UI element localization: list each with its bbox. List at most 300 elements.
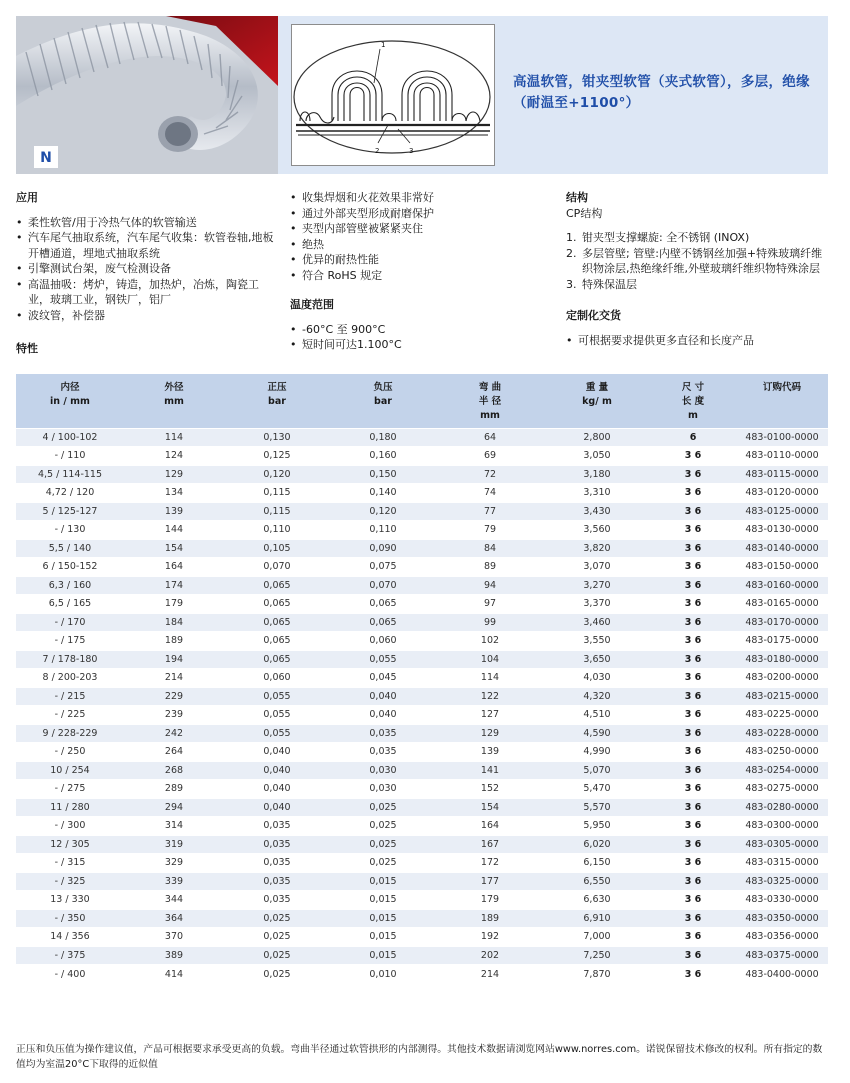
column-header: 负压 bar <box>330 374 436 428</box>
table-cell: 0,015 <box>330 872 436 891</box>
table-cell: - / 325 <box>16 872 124 891</box>
table-cell: 3 6 <box>650 780 736 799</box>
table-row <box>16 891 828 910</box>
table-cell: 3,310 <box>544 484 650 503</box>
list-item: • 汽车尾气抽取系统，汽车尾气收集：软管卷轴,地板开槽通道，埋地式抽取系统 <box>16 230 274 261</box>
table-cell: 3 6 <box>650 724 736 743</box>
table-cell: 167 <box>436 835 544 854</box>
table-cell: 3,430 <box>544 502 650 521</box>
table-cell: 483-0305-0000 <box>736 835 828 854</box>
table-cell: 0,040 <box>330 706 436 725</box>
table-cell: 0,035 <box>224 854 330 873</box>
item-text: 多层管壁; 管壁:内壁不锈钢丝加强+特殊玻璃纤维织物涂层,热绝缘纤维,外壁玻璃纤维织物特殊涂层 <box>582 246 823 275</box>
table-cell: 189 <box>436 909 544 928</box>
table-cell: 4,510 <box>544 706 650 725</box>
column-header: 重 量 kg/ m <box>544 374 650 428</box>
table-cell: 174 <box>124 576 224 595</box>
table-cell: 0,090 <box>330 539 436 558</box>
table-cell: 14 / 356 <box>16 928 124 947</box>
table-cell: 389 <box>124 946 224 965</box>
table-row <box>16 724 828 743</box>
table-row <box>16 946 828 965</box>
table-cell: 114 <box>436 669 544 688</box>
table-row <box>16 669 828 688</box>
table-cell: 0,065 <box>224 650 330 669</box>
list-item: • -60°C 至 900°C <box>290 322 545 338</box>
table-cell: 483-0330-0000 <box>736 891 828 910</box>
table-cell: 0,055 <box>224 706 330 725</box>
table-cell: 4,590 <box>544 724 650 743</box>
table-cell: 127 <box>436 706 544 725</box>
table-cell: 483-0325-0000 <box>736 872 828 891</box>
table-cell: 0,105 <box>224 539 330 558</box>
table-row <box>16 595 828 614</box>
footnote: 正压和负压值为操作建议值，产品可根据要求承受更高的负载。弯曲半径通过软管拱形的内部测得。其他技术数据请浏览网站www.norres.com。诺锐保留技术修改的权利。所有指定的数值均为室温20°C下取得的近似值 <box>16 1044 823 1070</box>
table-row <box>16 928 828 947</box>
table-cell: 72 <box>436 465 544 484</box>
table-cell: 0,015 <box>330 928 436 947</box>
table-cell: 483-0250-0000 <box>736 743 828 762</box>
table-cell: 0,115 <box>224 502 330 521</box>
item-number: 1. <box>566 231 577 244</box>
table-cell: 483-0120-0000 <box>736 484 828 503</box>
table-row <box>16 909 828 928</box>
table-cell: - / 170 <box>16 613 124 632</box>
column-middle <box>290 190 545 353</box>
table-cell: 483-0275-0000 <box>736 780 828 799</box>
table-cell: 364 <box>124 909 224 928</box>
column-header: 尺 寸 长 度 m <box>650 374 736 428</box>
table-cell: 483-0150-0000 <box>736 558 828 577</box>
table-cell: 0,040 <box>330 687 436 706</box>
table-cell: 483-0280-0000 <box>736 798 828 817</box>
table-cell: 0,035 <box>330 724 436 743</box>
table-cell: - / 175 <box>16 632 124 651</box>
table-cell: 483-0200-0000 <box>736 669 828 688</box>
table-row <box>16 761 828 780</box>
table-cell: 5,570 <box>544 798 650 817</box>
table-cell: 0,060 <box>330 632 436 651</box>
table-row <box>16 613 828 632</box>
table-cell: 483-0375-0000 <box>736 946 828 965</box>
table-cell: 3,560 <box>544 521 650 540</box>
table-cell: 6,630 <box>544 891 650 910</box>
table-row <box>16 965 828 984</box>
table-cell: - / 110 <box>16 447 124 466</box>
table-cell: 5 / 125-127 <box>16 502 124 521</box>
table-cell: 0,150 <box>330 465 436 484</box>
table-cell: - / 275 <box>16 780 124 799</box>
table-cell: 0,015 <box>330 909 436 928</box>
svg-text:N: N <box>40 150 52 166</box>
table-cell: - / 375 <box>16 946 124 965</box>
table-cell: 0,065 <box>224 576 330 595</box>
table-cell: 0,015 <box>330 891 436 910</box>
list-item: • 夹型内部管壁被紧紧夹住 <box>290 221 545 237</box>
table-row <box>16 465 828 484</box>
table-cell: 6,910 <box>544 909 650 928</box>
table-cell: 3 6 <box>650 946 736 965</box>
diagram-label-2: 2 <box>375 147 380 155</box>
table-row <box>16 576 828 595</box>
temperature-heading: 温度范围 <box>290 298 334 311</box>
column-header: 内径 in / mm <box>16 374 124 428</box>
table-cell: 0,160 <box>330 447 436 466</box>
table-cell: - / 315 <box>16 854 124 873</box>
table-cell: 483-0215-0000 <box>736 687 828 706</box>
table-cell: 79 <box>436 521 544 540</box>
table-cell: 172 <box>436 854 544 873</box>
structure-diagram <box>291 24 495 166</box>
table-row <box>16 502 828 521</box>
spec-table <box>16 374 828 983</box>
table-cell: 483-0130-0000 <box>736 521 828 540</box>
table-cell: 214 <box>124 669 224 688</box>
table-cell: 3 6 <box>650 706 736 725</box>
table-cell: 144 <box>124 521 224 540</box>
table-cell: 0,065 <box>330 595 436 614</box>
structure-heading: 结构 <box>566 191 588 204</box>
table-row <box>16 539 828 558</box>
table-cell: 483-0160-0000 <box>736 576 828 595</box>
table-cell: 69 <box>436 447 544 466</box>
diagram-label-3: 3 <box>409 147 414 155</box>
table-cell: 139 <box>124 502 224 521</box>
table-cell: 0,110 <box>224 521 330 540</box>
table-cell: 0,025 <box>224 946 330 965</box>
table-cell: 242 <box>124 724 224 743</box>
temperature-list <box>290 322 545 353</box>
table-cell: 0,065 <box>224 595 330 614</box>
table-cell: - / 400 <box>16 965 124 984</box>
list-item: • 短时间可达1.100°C <box>290 337 545 353</box>
table-cell: 3,370 <box>544 595 650 614</box>
table-cell: 294 <box>124 798 224 817</box>
table-cell: 3,460 <box>544 613 650 632</box>
table-cell: 3 6 <box>650 817 736 836</box>
table-cell: 329 <box>124 854 224 873</box>
list-item: • 符合 RoHS 规定 <box>290 268 545 284</box>
table-cell: 0,035 <box>224 872 330 891</box>
table-cell: 104 <box>436 650 544 669</box>
table-cell: 4,5 / 114-115 <box>16 465 124 484</box>
table-cell: 194 <box>124 650 224 669</box>
table-row <box>16 484 828 503</box>
table-cell: 483-0254-0000 <box>736 761 828 780</box>
list-item: • 优异的耐热性能 <box>290 252 545 268</box>
table-cell: 0,040 <box>224 761 330 780</box>
table-cell: 154 <box>124 539 224 558</box>
table-cell: 0,110 <box>330 521 436 540</box>
table-cell: 5,470 <box>544 780 650 799</box>
table-row <box>16 854 828 873</box>
table-cell: 483-0228-0000 <box>736 724 828 743</box>
table-cell: 3 6 <box>650 909 736 928</box>
table-cell: 0,025 <box>330 835 436 854</box>
table-cell: 0,035 <box>224 817 330 836</box>
table-cell: 0,055 <box>224 687 330 706</box>
table-cell: 314 <box>124 817 224 836</box>
table-cell: 3,650 <box>544 650 650 669</box>
table-cell: 0,035 <box>224 891 330 910</box>
table-cell: 370 <box>124 928 224 947</box>
table-cell: 483-0225-0000 <box>736 706 828 725</box>
table-cell: 3 6 <box>650 613 736 632</box>
list-item: • 高温抽吸：烤炉，铸造，加热炉，冶炼，陶瓷工业，玻璃工业，钢铁厂，铝厂 <box>16 277 274 308</box>
table-cell: 289 <box>124 780 224 799</box>
item-number: 3. <box>566 277 577 291</box>
diagram-label-1: 1 <box>381 41 386 49</box>
column-header: 弯 曲 半 径 mm <box>436 374 544 428</box>
table-cell: 3 6 <box>650 484 736 503</box>
table-cell: 77 <box>436 502 544 521</box>
table-cell: 5,950 <box>544 817 650 836</box>
table-cell: 9 / 228-229 <box>16 724 124 743</box>
custom-list <box>566 333 828 349</box>
table-cell: 97 <box>436 595 544 614</box>
table-cell: 3 6 <box>650 687 736 706</box>
table-cell: 0,180 <box>330 428 436 447</box>
table-cell: 483-0400-0000 <box>736 965 828 984</box>
table-cell: 483-0315-0000 <box>736 854 828 873</box>
table-cell: 5,070 <box>544 761 650 780</box>
table-cell: 179 <box>436 891 544 910</box>
table-cell: 239 <box>124 706 224 725</box>
table-cell: 0,075 <box>330 558 436 577</box>
table-cell: 3 6 <box>650 743 736 762</box>
table-cell: 7,870 <box>544 965 650 984</box>
table-cell: 3 6 <box>650 632 736 651</box>
table-cell: 6,550 <box>544 872 650 891</box>
table-row <box>16 743 828 762</box>
table-cell: 3 6 <box>650 521 736 540</box>
table-row <box>16 521 828 540</box>
table-cell: 0,025 <box>224 909 330 928</box>
table-cell: 0,070 <box>330 576 436 595</box>
table-row <box>16 632 828 651</box>
table-cell: 0,015 <box>330 946 436 965</box>
table-cell: 0,065 <box>224 613 330 632</box>
page-title: 高温软管，钳夹型软管（夹式软管），多层，绝缘（耐温至+1100°） <box>513 74 810 111</box>
table-row <box>16 558 828 577</box>
table-cell: 7 / 178-180 <box>16 650 124 669</box>
structure-subheading: CP结构 <box>566 206 603 220</box>
table-cell: 8 / 200-203 <box>16 669 124 688</box>
table-cell: 2,800 <box>544 428 650 447</box>
table-cell: 129 <box>124 465 224 484</box>
table-cell: 0,025 <box>330 854 436 873</box>
table-cell: - / 350 <box>16 909 124 928</box>
table-cell: 122 <box>436 687 544 706</box>
table-cell: 3 6 <box>650 798 736 817</box>
table-cell: 3 6 <box>650 539 736 558</box>
table-cell: 0,065 <box>330 613 436 632</box>
table-cell: - / 300 <box>16 817 124 836</box>
table-cell: - / 225 <box>16 706 124 725</box>
table-cell: 0,055 <box>224 724 330 743</box>
hose-image <box>16 16 278 174</box>
table-cell: 0,025 <box>224 965 330 984</box>
table-cell: 3,270 <box>544 576 650 595</box>
table-cell: 3 6 <box>650 761 736 780</box>
table-cell: 3 6 <box>650 854 736 873</box>
table-cell: 84 <box>436 539 544 558</box>
table-cell: 0,055 <box>330 650 436 669</box>
features-heading: 特性 <box>16 342 38 355</box>
table-cell: 483-0180-0000 <box>736 650 828 669</box>
table-cell: 483-0100-0000 <box>736 428 828 447</box>
table-cell: 164 <box>436 817 544 836</box>
table-cell: 3 6 <box>650 650 736 669</box>
features-list <box>290 190 545 283</box>
table-cell: 12 / 305 <box>16 835 124 854</box>
table-cell: 4,320 <box>544 687 650 706</box>
table-cell: 6 / 150-152 <box>16 558 124 577</box>
table-header <box>16 374 828 428</box>
table-cell: 154 <box>436 798 544 817</box>
table-cell: 3,820 <box>544 539 650 558</box>
table-cell: 3,050 <box>544 447 650 466</box>
table-cell: 202 <box>436 946 544 965</box>
table-cell: 483-0170-0000 <box>736 613 828 632</box>
list-item: • 引擎测试台架，废气检测设备 <box>16 261 274 277</box>
table-cell: 0,040 <box>224 743 330 762</box>
table-cell: 134 <box>124 484 224 503</box>
list-item: • 柔性软管/用于冷热气体的软管输送 <box>16 215 274 231</box>
table-cell: 4,72 / 120 <box>16 484 124 503</box>
table-cell: 0,040 <box>224 780 330 799</box>
table-cell: 483-0115-0000 <box>736 465 828 484</box>
table-cell: 319 <box>124 835 224 854</box>
table-cell: 3,070 <box>544 558 650 577</box>
application-heading: 应用 <box>16 191 38 204</box>
table-cell: 4 / 100-102 <box>16 428 124 447</box>
table-cell: 7,250 <box>544 946 650 965</box>
table-cell: 177 <box>436 872 544 891</box>
table-cell: 3 6 <box>650 595 736 614</box>
table-cell: - / 130 <box>16 521 124 540</box>
list-item: • 绝热 <box>290 237 545 253</box>
table-cell: 0,025 <box>330 798 436 817</box>
list-item: • 可根据要求提供更多直径和长度产品 <box>566 333 828 349</box>
table-cell: 102 <box>436 632 544 651</box>
column-header: 订购代码 <box>736 374 828 428</box>
table-cell: 0,120 <box>224 465 330 484</box>
table-cell: 0,035 <box>224 835 330 854</box>
table-cell: 99 <box>436 613 544 632</box>
table-cell: 3 6 <box>650 465 736 484</box>
table-cell: 124 <box>124 447 224 466</box>
table-cell: 483-0165-0000 <box>736 595 828 614</box>
table-row <box>16 706 828 725</box>
list-item <box>566 277 828 293</box>
table-cell: 483-0300-0000 <box>736 817 828 836</box>
table-cell: 0,030 <box>330 761 436 780</box>
table-cell: 0,065 <box>224 632 330 651</box>
table-cell: 0,010 <box>330 965 436 984</box>
table-cell: 3 6 <box>650 669 736 688</box>
table-cell: 0,025 <box>224 928 330 947</box>
table-cell: 6,3 / 160 <box>16 576 124 595</box>
table-cell: 89 <box>436 558 544 577</box>
table-cell: 4,030 <box>544 669 650 688</box>
table-cell: 152 <box>436 780 544 799</box>
item-number: 2. <box>566 246 577 260</box>
header-band <box>16 16 828 174</box>
table-cell: 3 6 <box>650 928 736 947</box>
table-cell: 189 <box>124 632 224 651</box>
table-cell: 0,060 <box>224 669 330 688</box>
table-row <box>16 780 828 799</box>
product-photo <box>16 16 278 174</box>
table-cell: 0,025 <box>330 817 436 836</box>
table-cell: 6 <box>650 428 736 447</box>
table-cell: 6,5 / 165 <box>16 595 124 614</box>
table-cell: 483-0140-0000 <box>736 539 828 558</box>
table-cell: 3 6 <box>650 576 736 595</box>
table-cell: 114 <box>124 428 224 447</box>
table-cell: 229 <box>124 687 224 706</box>
table-cell: 141 <box>436 761 544 780</box>
table-cell: 3,180 <box>544 465 650 484</box>
column-header: 外径 mm <box>124 374 224 428</box>
table-cell: 4,990 <box>544 743 650 762</box>
table-cell: 0,045 <box>330 669 436 688</box>
list-item <box>566 246 828 277</box>
table-cell: 0,040 <box>224 798 330 817</box>
table-cell: 3 6 <box>650 835 736 854</box>
table-cell: 10 / 254 <box>16 761 124 780</box>
table-row <box>16 687 828 706</box>
table-cell: - / 215 <box>16 687 124 706</box>
table-cell: 6,150 <box>544 854 650 873</box>
table-cell: 3 6 <box>650 447 736 466</box>
list-item: • 通过外部夹型形成耐磨保护 <box>290 206 545 222</box>
table-cell: 0,035 <box>330 743 436 762</box>
table-cell: 7,000 <box>544 928 650 947</box>
table-cell: 11 / 280 <box>16 798 124 817</box>
table-cell: 344 <box>124 891 224 910</box>
table-cell: 0,130 <box>224 428 330 447</box>
table-cell: 0,030 <box>330 780 436 799</box>
table-cell: 0,140 <box>330 484 436 503</box>
table-row <box>16 447 828 466</box>
table-cell: 483-0110-0000 <box>736 447 828 466</box>
table-cell: 483-0125-0000 <box>736 502 828 521</box>
table-cell: 13 / 330 <box>16 891 124 910</box>
item-text: 特殊保温层 <box>582 277 637 291</box>
table-cell: 0,125 <box>224 447 330 466</box>
table-cell: 3 6 <box>650 891 736 910</box>
table-cell: 268 <box>124 761 224 780</box>
table-row <box>16 650 828 669</box>
table-cell: 0,070 <box>224 558 330 577</box>
table-row <box>16 798 828 817</box>
table-cell: 3 6 <box>650 872 736 891</box>
table-cell: 6,020 <box>544 835 650 854</box>
table-cell: 74 <box>436 484 544 503</box>
custom-heading: 定制化交货 <box>566 309 621 322</box>
list-item <box>566 230 828 246</box>
column-left <box>16 190 274 366</box>
table-cell: 139 <box>436 743 544 762</box>
table-cell: 3 6 <box>650 558 736 577</box>
table-cell: 3 6 <box>650 965 736 984</box>
application-list <box>16 215 274 324</box>
table-cell: 3,550 <box>544 632 650 651</box>
table-body <box>16 428 828 983</box>
table-cell: 483-0350-0000 <box>736 909 828 928</box>
